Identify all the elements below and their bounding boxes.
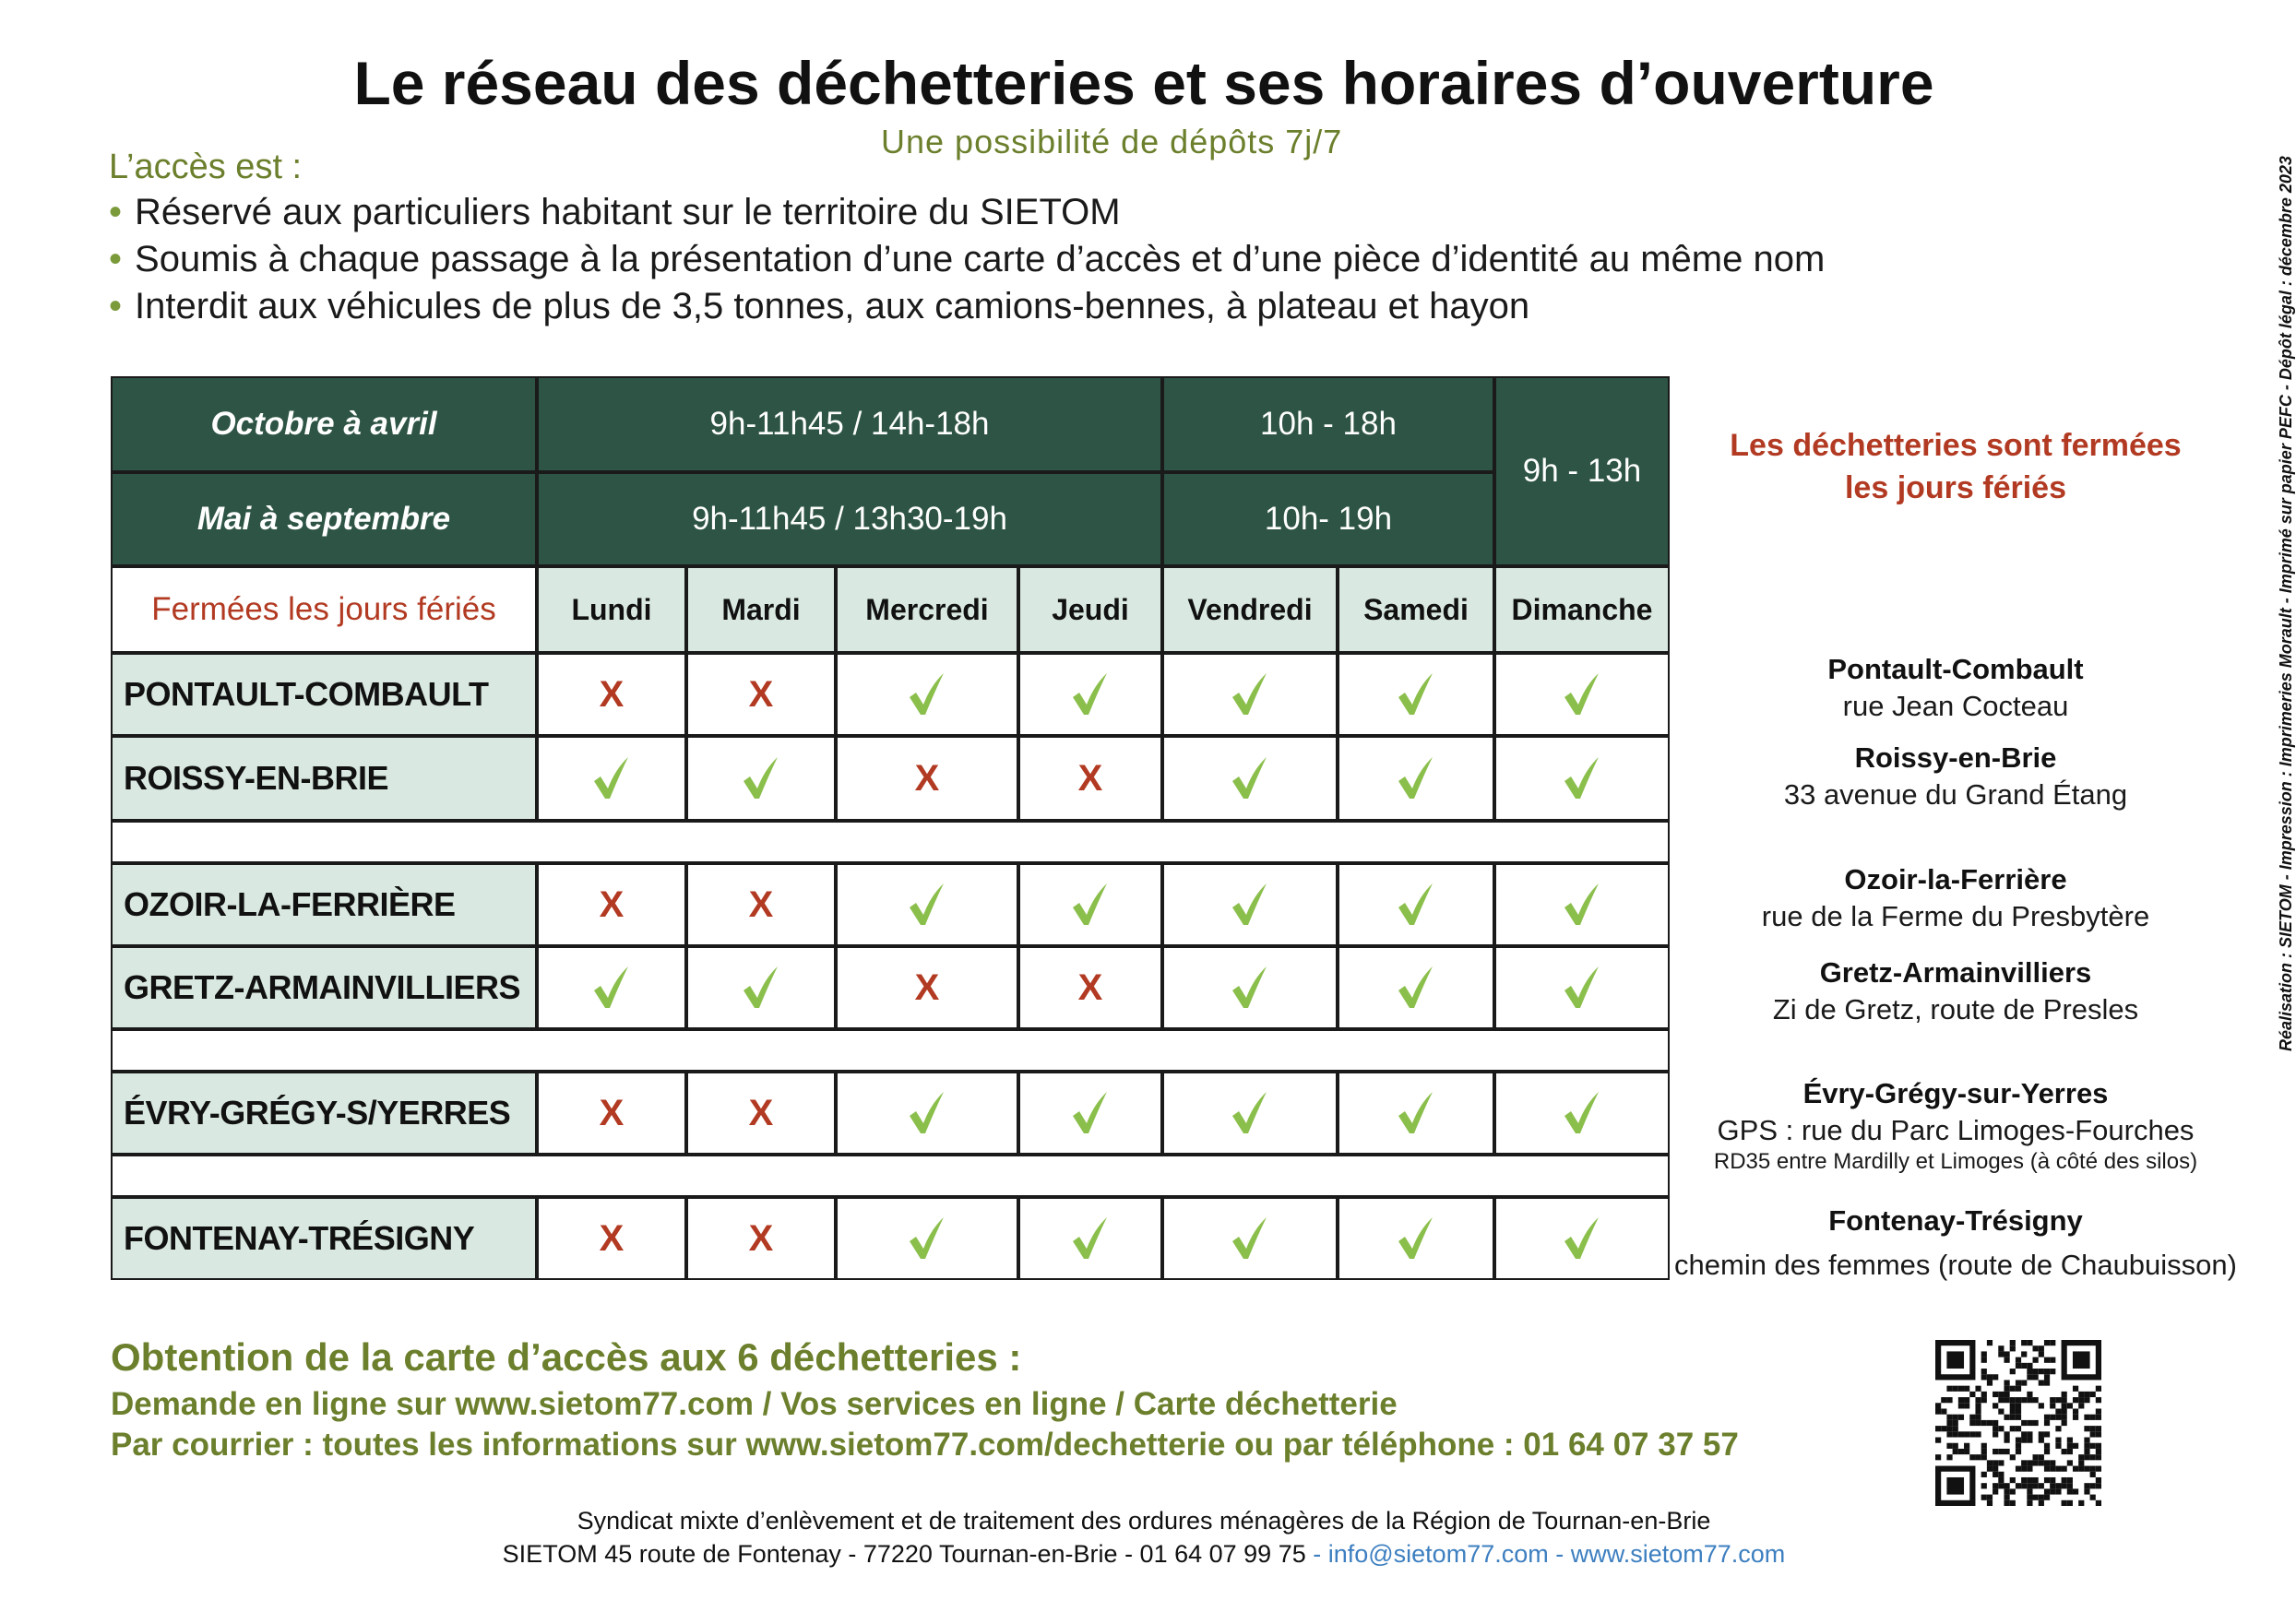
open-check-icon	[1018, 1072, 1162, 1155]
open-check-icon	[1338, 653, 1494, 736]
location-evry: Évry-Grégy-sur-Yerres GPS : rue du Parc Limoges-Fourches RD35 entre Mardilly et Limoges (à côté des silos)	[1713, 1077, 2198, 1174]
site-name: PONTAULT-COMBAULT	[111, 653, 537, 736]
open-check-icon	[1338, 946, 1494, 1029]
closed-x-icon: X	[686, 863, 836, 946]
open-check-icon	[1338, 1072, 1494, 1155]
location-roissy: Roissy-en-Brie 33 avenue du Grand Étang	[1783, 741, 2128, 811]
open-check-icon	[1162, 1072, 1338, 1155]
page-subtitle: Une possibilité de dépôts 7j/7	[881, 123, 1343, 160]
open-check-icon	[1162, 1197, 1338, 1280]
closed-x-icon: X	[686, 1072, 836, 1155]
open-check-icon	[537, 736, 686, 821]
open-check-icon	[1162, 863, 1338, 946]
open-check-icon	[1494, 1072, 1670, 1155]
open-check-icon	[686, 946, 836, 1029]
day-header: Mercredi	[836, 566, 1018, 653]
open-check-icon	[1018, 653, 1162, 736]
open-check-icon	[1162, 653, 1338, 736]
spacer-row	[111, 1029, 1670, 1072]
qr-code[interactable]	[1935, 1340, 2101, 1506]
closed-x-icon: X	[686, 653, 836, 736]
open-check-icon	[836, 653, 1018, 736]
holiday-notice: Les déchetteries sont fermées les jours fériés	[1730, 428, 2182, 505]
online-request-line: Demande en ligne sur www.sietom77.com / Vos services en ligne / Carte déchetterie	[111, 1386, 1398, 1422]
access-title: L’accès est :	[109, 148, 303, 186]
open-check-icon	[1494, 1197, 1670, 1280]
footer-organisation: Syndicat mixte d’enlèvement et de traitement des ordures ménagères de la Région de Tournan-en-Brie	[577, 1507, 1711, 1535]
site-name: FONTENAY-TRÉSIGNY	[111, 1197, 537, 1280]
open-check-icon	[1338, 736, 1494, 821]
access-card-title: Obtention de la carte d’accès aux 6 déchetteries :	[111, 1335, 1022, 1379]
fri-sat-hours: 10h- 19h	[1162, 472, 1494, 566]
day-header: Dimanche	[1494, 566, 1670, 653]
access-bullet: • Soumis à chaque passage à la présentation d’une carte d’accès et d’une pièce d’identité au même nom	[109, 239, 1826, 279]
location-pontault: Pontault-Combault rue Jean Cocteau	[1827, 653, 2084, 722]
open-check-icon	[1338, 1197, 1494, 1280]
spacer-row	[111, 821, 1670, 863]
weekday-hours: 9h-11h45 / 13h30-19h	[537, 472, 1162, 566]
site-name: OZOIR-LA-FERRIÈRE	[111, 863, 537, 946]
open-check-icon	[1018, 863, 1162, 946]
mail-request-line: Par courrier : toutes les informations sur www.sietom77.com/dechetterie ou par téléphone : 01 64 07 37 57	[111, 1427, 1739, 1463]
page-title: Le réseau des déchetteries et ses horaires d’ouverture	[353, 49, 1934, 117]
footer-contact: SIETOM 45 route de Fontenay - 77220 Tournan-en-Brie - 01 64 07 99 75 - info@sietom77.com - www.sietom77.com	[502, 1540, 1786, 1568]
closed-x-icon: X	[537, 1072, 686, 1155]
weekday-hours: 9h-11h45 / 14h-18h	[537, 376, 1162, 472]
access-bullet: • Interdit aux véhicules de plus de 3,5 tonnes, aux camions-bennes, à plateau et hayon	[109, 286, 1530, 326]
open-check-icon	[1162, 736, 1338, 821]
open-check-icon	[1494, 946, 1670, 1029]
site-name: ROISSY-EN-BRIE	[111, 736, 537, 821]
season-label: Octobre à avril	[111, 376, 537, 472]
open-check-icon	[1338, 863, 1494, 946]
opening-hours-table	[111, 376, 1670, 1280]
site-name: ÉVRY-GRÉGY-S/YERRES	[111, 1072, 537, 1155]
open-check-icon	[537, 946, 686, 1029]
closed-x-icon: X	[537, 863, 686, 946]
location-fontenay: Fontenay-Trésigny chemin des femmes (route de Chaubuisson)	[1674, 1204, 2237, 1281]
closed-x-icon: X	[836, 736, 1018, 821]
season-label: Mai à septembre	[111, 472, 537, 566]
spacer-row	[111, 1155, 1670, 1197]
closed-x-icon: X	[836, 946, 1018, 1029]
site-name: GRETZ-ARMAINVILLIERS	[111, 946, 537, 1029]
closed-x-icon: X	[537, 1197, 686, 1280]
footer-links[interactable]: - info@sietom77.com - www.sietom77.com	[1305, 1540, 1786, 1568]
open-check-icon	[836, 1197, 1018, 1280]
open-check-icon	[836, 863, 1018, 946]
access-bullet: • Réservé aux particuliers habitant sur le territoire du SIETOM	[109, 192, 1121, 232]
closed-x-icon: X	[1018, 946, 1162, 1029]
open-check-icon	[1494, 863, 1670, 946]
open-check-icon	[836, 1072, 1018, 1155]
sunday-hours: 9h - 13h	[1494, 376, 1670, 566]
open-check-icon	[1494, 653, 1670, 736]
day-header: Mardi	[686, 566, 836, 653]
open-check-icon	[686, 736, 836, 821]
day-header: Vendredi	[1162, 566, 1338, 653]
closed-x-icon: X	[1018, 736, 1162, 821]
day-header: Jeudi	[1018, 566, 1162, 653]
closed-holidays-note: Fermées les jours fériés	[111, 566, 537, 653]
closed-x-icon: X	[686, 1197, 836, 1280]
day-header: Samedi	[1338, 566, 1494, 653]
closed-x-icon: X	[537, 653, 686, 736]
fri-sat-hours: 10h - 18h	[1162, 376, 1494, 472]
open-check-icon	[1162, 946, 1338, 1029]
location-ozoir: Ozoir-la-Ferrière rue de la Ferme du Presbytère	[1761, 863, 2150, 932]
day-header: Lundi	[537, 566, 686, 653]
open-check-icon	[1018, 1197, 1162, 1280]
open-check-icon	[1494, 736, 1670, 821]
location-gretz: Gretz-Armainvilliers Zi de Gretz, route de Presles	[1772, 956, 2139, 1025]
